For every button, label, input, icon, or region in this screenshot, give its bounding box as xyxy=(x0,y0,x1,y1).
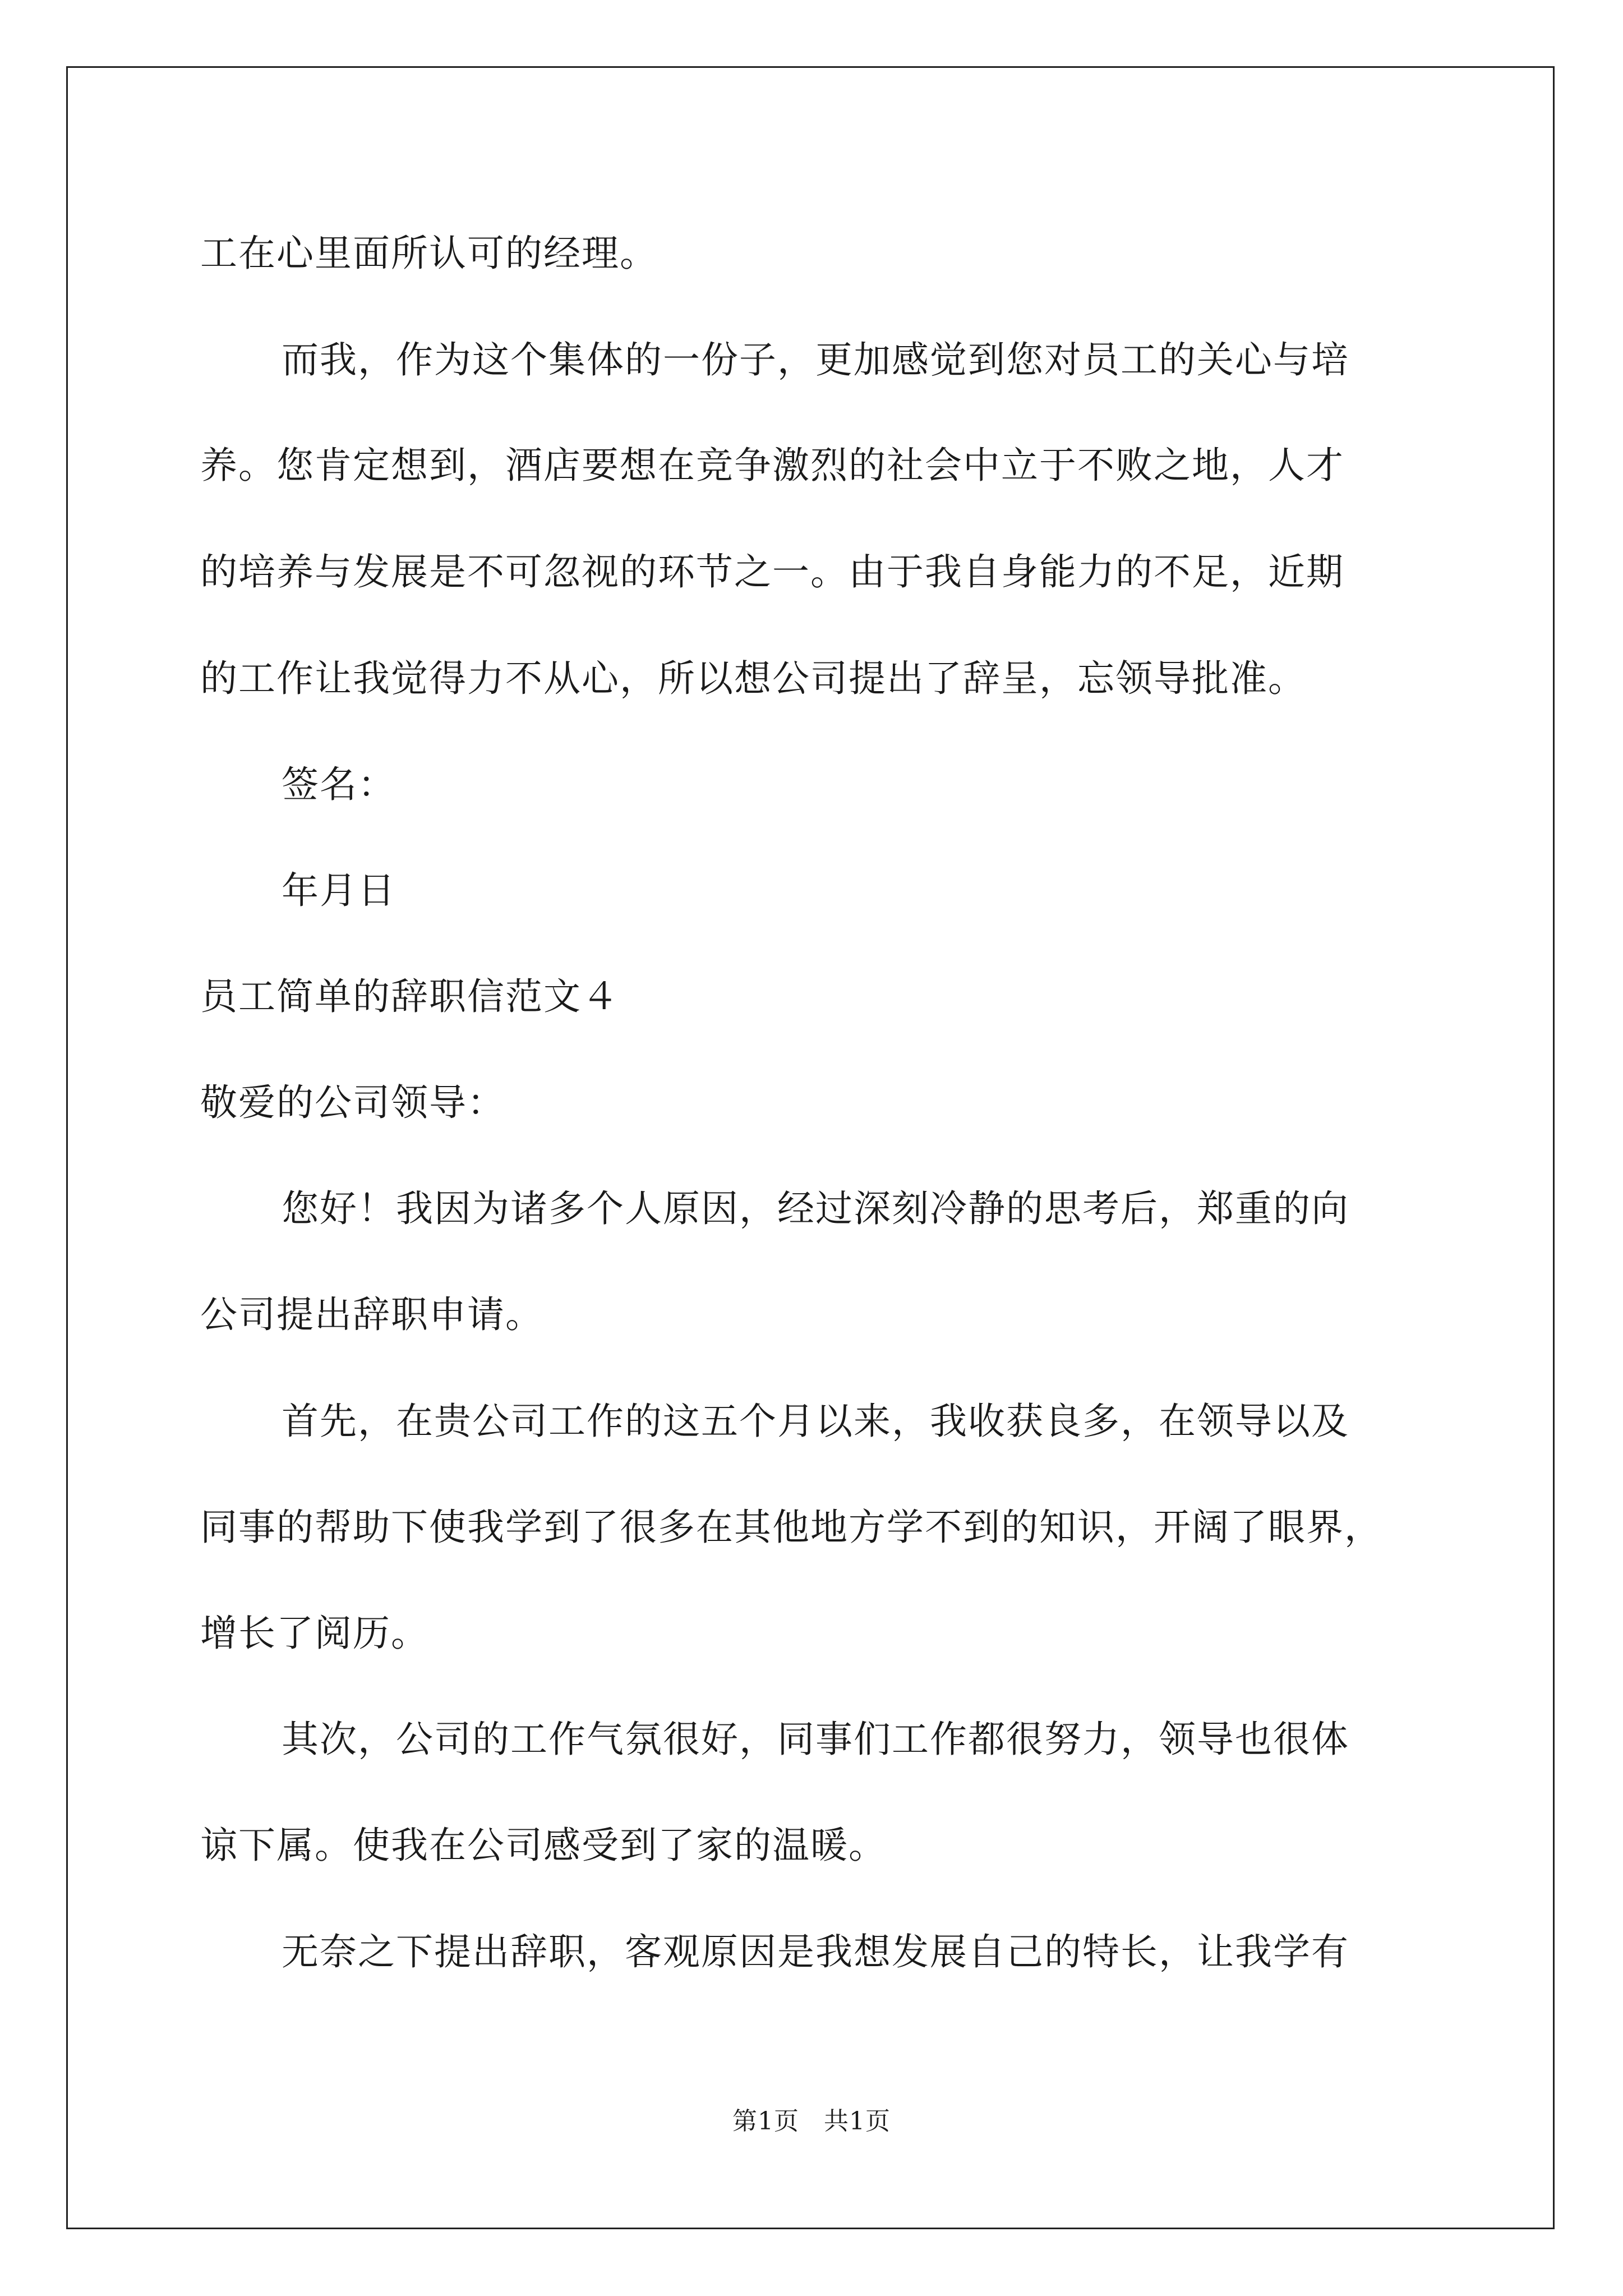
paragraph-line: 的工作让我觉得力不从心，所以想公司提出了辞呈，忘领导批准。 xyxy=(200,657,1306,700)
paragraph-line: 同事的帮助下使我学到了很多在其他地方学不到的知识，开阔了眼界， xyxy=(200,1506,1382,1549)
paragraph-line: 其次，公司的工作气氛很好，同事们工作都很努力，领导也很体 xyxy=(282,1718,1349,1761)
section-heading: 员工简单的辞职信范文４ xyxy=(200,975,620,1018)
date-label: 年月日 xyxy=(282,869,396,912)
paragraph-line: 养。您肯定想到，酒店要想在竞争激烈的社会中立于不败之地，人才 xyxy=(200,444,1344,487)
paragraph-line: 而我，作为这个集体的一份子，更加感觉到您对员工的关心与培 xyxy=(282,338,1349,381)
paragraph-line: 无奈之下提出辞职，客观原因是我想发展自己的特长，让我学有 xyxy=(282,1930,1349,1973)
paragraph-line: 您好！我因为诸多个人原因，经过深刻冷静的思考后，郑重的向 xyxy=(282,1187,1349,1230)
page-number: 第1页 xyxy=(732,2107,799,2136)
salutation: 敬爱的公司领导： xyxy=(200,1081,505,1124)
paragraph-line: 公司提出辞职申请。 xyxy=(200,1293,543,1336)
paragraph-line: 首先，在贵公司工作的这五个月以来，我收获良多，在领导以及 xyxy=(282,1400,1349,1443)
page-border xyxy=(66,66,1555,2229)
paragraph-line: 谅下属。使我在公司感受到了家的温暖。 xyxy=(200,1824,887,1867)
page-total: 共1页 xyxy=(824,2107,891,2136)
signature-label: 签名： xyxy=(282,763,396,806)
paragraph-line: 的培养与发展是不可忽视的环节之一。由于我自身能力的不足，近期 xyxy=(200,550,1344,593)
paragraph-line: 工在心里面所认可的经理。 xyxy=(200,232,658,275)
page-footer xyxy=(0,2106,1623,2137)
paragraph-line: 增长了阅历。 xyxy=(200,1612,429,1655)
